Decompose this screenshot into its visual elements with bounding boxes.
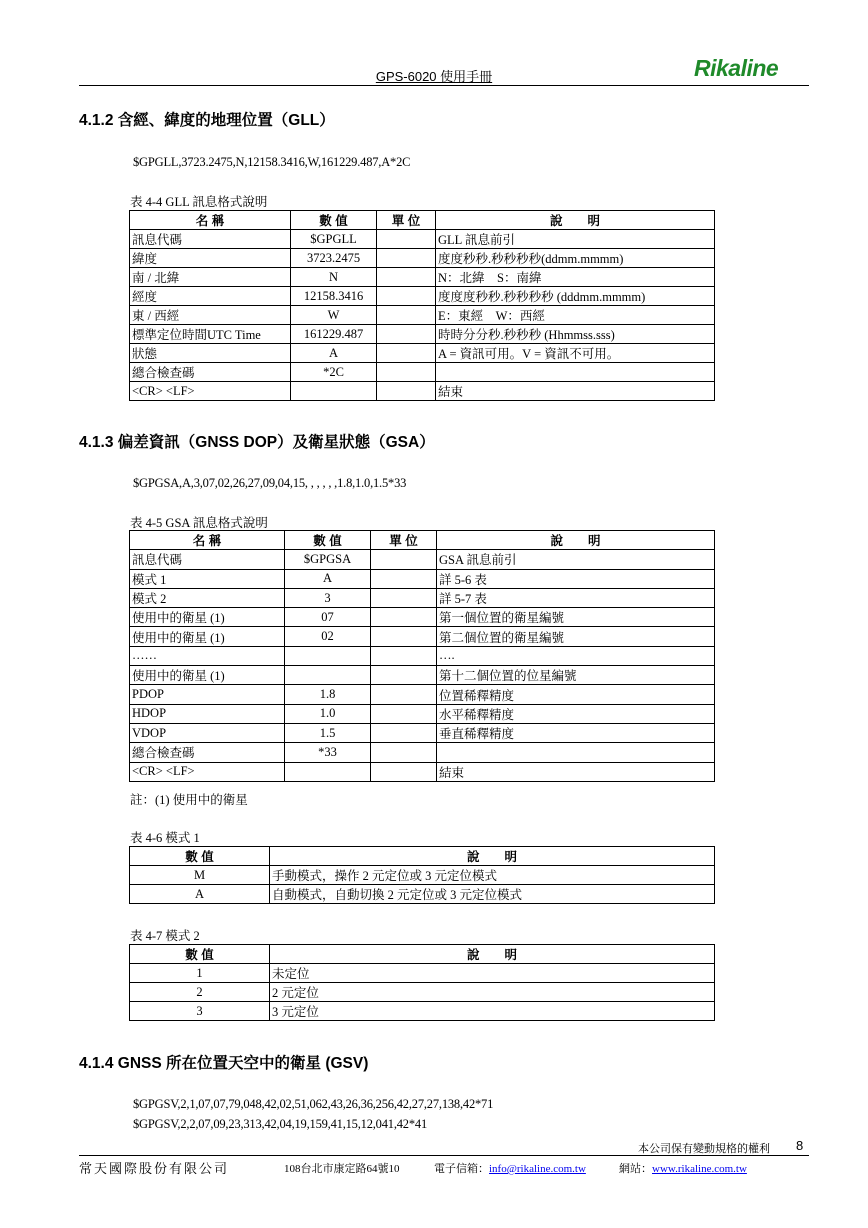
table-cell: 3 bbox=[130, 1002, 270, 1021]
table-cell: 2 元定位 bbox=[270, 983, 715, 1002]
table-row bbox=[130, 743, 715, 762]
table-cell: *2C bbox=[291, 363, 377, 382]
table-cell: 詳 5-7 表 bbox=[437, 588, 715, 607]
table-cell: 第一個位置的衛星編號 bbox=[437, 608, 715, 627]
table-cell bbox=[371, 627, 437, 646]
table-cell: <CR> <LF> bbox=[130, 762, 285, 781]
table-cell: …… bbox=[130, 646, 285, 665]
gsa-footnote: 註：(1) 使用中的衛星 bbox=[130, 793, 248, 807]
table-cell: $GPGSA bbox=[285, 550, 371, 569]
column-header: 名 稱 bbox=[130, 211, 291, 230]
table-caption-4-5: 表 4-5 GSA 訊息格式說明 bbox=[130, 516, 268, 530]
table-row bbox=[130, 550, 715, 569]
company-name: 常天國際股份有限公司 bbox=[79, 1161, 230, 1176]
gsa-sentence: $GPGSA,A,3,07,02,26,27,09,04,15, , , , , ,1.8,1.0,1.5*33 bbox=[133, 476, 407, 490]
table-cell: A bbox=[130, 885, 270, 904]
table-cell: A bbox=[291, 344, 377, 363]
table-cell: 3 bbox=[285, 588, 371, 607]
table-header-row bbox=[130, 531, 715, 550]
table-cell: <CR> <LF> bbox=[130, 382, 291, 401]
table-cell: 詳 5-6 表 bbox=[437, 569, 715, 588]
table-caption-4-4: 表 4-4 GLL 訊息格式說明 bbox=[130, 195, 268, 209]
table-cell: 第十二個位置的位星編號 bbox=[437, 666, 715, 685]
table-cell: 總合檢查碼 bbox=[130, 743, 285, 762]
website-contact bbox=[619, 1160, 747, 1176]
email-link[interactable]: info@rikaline.com.tw bbox=[489, 1163, 586, 1175]
table-cell: 模式 1 bbox=[130, 569, 285, 588]
table-cell bbox=[371, 608, 437, 627]
table-cell: 經度 bbox=[130, 287, 291, 306]
table-cell: 狀態 bbox=[130, 344, 291, 363]
rights-notice: 本公司保有變動規格的權利 bbox=[638, 1143, 770, 1155]
table-cell: 3 元定位 bbox=[270, 1002, 715, 1021]
table-cell: 時時分分秒.秒秒秒 (Hhmmss.sss) bbox=[436, 325, 715, 344]
table-cell: 1.5 bbox=[285, 723, 371, 742]
table-cell: 標準定位時間UTC Time bbox=[130, 325, 291, 344]
table-cell: VDOP bbox=[130, 723, 285, 742]
table-cell: …. bbox=[437, 646, 715, 665]
table-cell bbox=[285, 762, 371, 781]
table-cell: 3723.2475 bbox=[291, 249, 377, 268]
email-contact bbox=[434, 1160, 586, 1176]
table-row bbox=[130, 964, 715, 983]
column-header: 數 值 bbox=[285, 531, 371, 550]
table-cell: 12158.3416 bbox=[291, 287, 377, 306]
mode1-table bbox=[129, 846, 715, 904]
table-cell: 07 bbox=[285, 608, 371, 627]
table-cell: 1.0 bbox=[285, 704, 371, 723]
table-row bbox=[130, 363, 715, 382]
table-row bbox=[130, 885, 715, 904]
table-row bbox=[130, 608, 715, 627]
table-row bbox=[130, 685, 715, 704]
table-cell: 度度秒秒.秒秒秒秒(ddmm.mmmm) bbox=[436, 249, 715, 268]
table-cell: GSA 訊息前引 bbox=[437, 550, 715, 569]
gll-sentence: $GPGLL,3723.2475,N,12158.3416,W,161229.487,A*2C bbox=[133, 155, 411, 169]
table-cell: M bbox=[130, 866, 270, 885]
table-cell bbox=[377, 344, 436, 363]
table-row bbox=[130, 704, 715, 723]
table-cell bbox=[377, 325, 436, 344]
table-cell: 第二個位置的衛星編號 bbox=[437, 627, 715, 646]
column-header: 說 明 bbox=[437, 531, 715, 550]
table-row bbox=[130, 983, 715, 1002]
table-cell bbox=[377, 230, 436, 249]
table-row bbox=[130, 569, 715, 588]
company-address: 108台北市康定路64號10 bbox=[284, 1163, 400, 1175]
gsv-sentence-1: $GPGSV,2,1,07,07,79,048,42,02,51,062,43,26,36,256,42,27,27,138,42*71 bbox=[133, 1097, 494, 1111]
table-cell: 度度度秒秒.秒秒秒秒 (dddmm.mmmm) bbox=[436, 287, 715, 306]
table-row bbox=[130, 866, 715, 885]
table-cell bbox=[377, 306, 436, 325]
table-cell: 使用中的衛星 (1) bbox=[130, 666, 285, 685]
table-cell bbox=[371, 704, 437, 723]
column-header: 名 稱 bbox=[130, 531, 285, 550]
table-header-row bbox=[130, 847, 715, 866]
table-cell: 訊息代碼 bbox=[130, 230, 291, 249]
column-header: 說 明 bbox=[270, 945, 715, 964]
table-cell bbox=[285, 646, 371, 665]
table-cell: 1 bbox=[130, 964, 270, 983]
table-cell bbox=[377, 287, 436, 306]
document-title: GPS-6020 使用手冊 bbox=[375, 69, 493, 84]
table-row bbox=[130, 230, 715, 249]
table-cell: A = 資訊可用。V = 資訊不可用。 bbox=[436, 344, 715, 363]
table-row bbox=[130, 344, 715, 363]
table-cell: 緯度 bbox=[130, 249, 291, 268]
table-header-row bbox=[130, 945, 715, 964]
table-cell: 未定位 bbox=[270, 964, 715, 983]
table-cell: 手動模式，操作 2 元定位或 3 元定位模式 bbox=[270, 866, 715, 885]
table-row bbox=[130, 287, 715, 306]
table-caption-4-7: 表 4-7 模式 2 bbox=[130, 929, 200, 943]
table-cell: GLL 訊息前引 bbox=[436, 230, 715, 249]
table-cell: 自動模式，自動切換 2 元定位或 3 元定位模式 bbox=[270, 885, 715, 904]
table-cell bbox=[371, 569, 437, 588]
table-cell: PDOP bbox=[130, 685, 285, 704]
table-row bbox=[130, 1002, 715, 1021]
column-header: 單 位 bbox=[371, 531, 437, 550]
table-cell: 1.8 bbox=[285, 685, 371, 704]
table-row bbox=[130, 249, 715, 268]
table-cell bbox=[371, 666, 437, 685]
table-cell: 使用中的衛星 (1) bbox=[130, 627, 285, 646]
rikaline-logo: Rikaline bbox=[694, 55, 779, 81]
table-cell: 結束 bbox=[436, 382, 715, 401]
table-cell: 總合檢查碼 bbox=[130, 363, 291, 382]
table-cell bbox=[291, 382, 377, 401]
table-row bbox=[130, 382, 715, 401]
column-header: 單 位 bbox=[377, 211, 436, 230]
table-cell: W bbox=[291, 306, 377, 325]
table-cell bbox=[371, 685, 437, 704]
table-row bbox=[130, 666, 715, 685]
table-cell: 使用中的衛星 (1) bbox=[130, 608, 285, 627]
table-cell: 2 bbox=[130, 983, 270, 1002]
table-cell: 結束 bbox=[437, 762, 715, 781]
table-row bbox=[130, 306, 715, 325]
table-cell: N bbox=[291, 268, 377, 287]
website-label: 網站： bbox=[619, 1163, 652, 1175]
table-row bbox=[130, 627, 715, 646]
table-cell: *33 bbox=[285, 743, 371, 762]
column-header: 數 值 bbox=[130, 945, 270, 964]
table-cell bbox=[371, 588, 437, 607]
section-heading-gsa: 4.1.3 偏差資訊（GNSS DOP）及衛星狀態（GSA） bbox=[79, 434, 435, 451]
table-caption-4-6: 表 4-6 模式 1 bbox=[130, 831, 200, 845]
table-cell: 161229.487 bbox=[291, 325, 377, 344]
gll-format-table bbox=[129, 210, 715, 401]
header-divider bbox=[79, 85, 809, 86]
table-cell: $GPGLL bbox=[291, 230, 377, 249]
table-cell bbox=[285, 666, 371, 685]
table-cell: 水平稀釋精度 bbox=[437, 704, 715, 723]
page-number: 8 bbox=[796, 1138, 804, 1153]
table-cell bbox=[437, 743, 715, 762]
table-cell: 垂直稀釋精度 bbox=[437, 723, 715, 742]
table-cell: 南 / 北緯 bbox=[130, 268, 291, 287]
table-row bbox=[130, 588, 715, 607]
column-header: 說 明 bbox=[270, 847, 715, 866]
column-header: 說 明 bbox=[436, 211, 715, 230]
table-row bbox=[130, 325, 715, 344]
table-cell bbox=[377, 363, 436, 382]
table-cell bbox=[371, 646, 437, 665]
section-heading-gll: 4.1.2 含經、緯度的地理位置（GLL） bbox=[79, 112, 335, 129]
table-cell: A bbox=[285, 569, 371, 588]
table-cell bbox=[371, 550, 437, 569]
table-row bbox=[130, 723, 715, 742]
column-header: 數 值 bbox=[291, 211, 377, 230]
table-cell bbox=[371, 762, 437, 781]
mode2-table bbox=[129, 944, 715, 1021]
table-row bbox=[130, 646, 715, 665]
table-cell: 位置稀釋精度 bbox=[437, 685, 715, 704]
table-cell bbox=[371, 723, 437, 742]
table-cell: 模式 2 bbox=[130, 588, 285, 607]
table-header-row bbox=[130, 211, 715, 230]
table-row bbox=[130, 762, 715, 781]
table-cell: 訊息代碼 bbox=[130, 550, 285, 569]
email-label: 電子信箱： bbox=[434, 1163, 489, 1175]
table-row bbox=[130, 268, 715, 287]
footer-divider bbox=[79, 1155, 809, 1156]
gsa-format-table bbox=[129, 530, 715, 782]
gsv-sentence-2: $GPGSV,2,2,07,09,23,313,42,04,19,159,41,15,12,041,42*41 bbox=[133, 1117, 427, 1131]
section-heading-gsv: 4.1.4 GNSS 所在位置天空中的衛星 (GSV) bbox=[79, 1055, 369, 1072]
table-cell bbox=[377, 249, 436, 268]
table-cell: E：東經 W：西經 bbox=[436, 306, 715, 325]
table-cell: 東 / 西經 bbox=[130, 306, 291, 325]
website-link[interactable]: www.rikaline.com.tw bbox=[652, 1163, 747, 1175]
table-cell bbox=[377, 268, 436, 287]
table-cell: N：北緯 S：南緯 bbox=[436, 268, 715, 287]
table-cell: HDOP bbox=[130, 704, 285, 723]
column-header: 數 值 bbox=[130, 847, 270, 866]
table-cell: 02 bbox=[285, 627, 371, 646]
table-cell bbox=[371, 743, 437, 762]
table-cell bbox=[436, 363, 715, 382]
table-cell bbox=[377, 382, 436, 401]
